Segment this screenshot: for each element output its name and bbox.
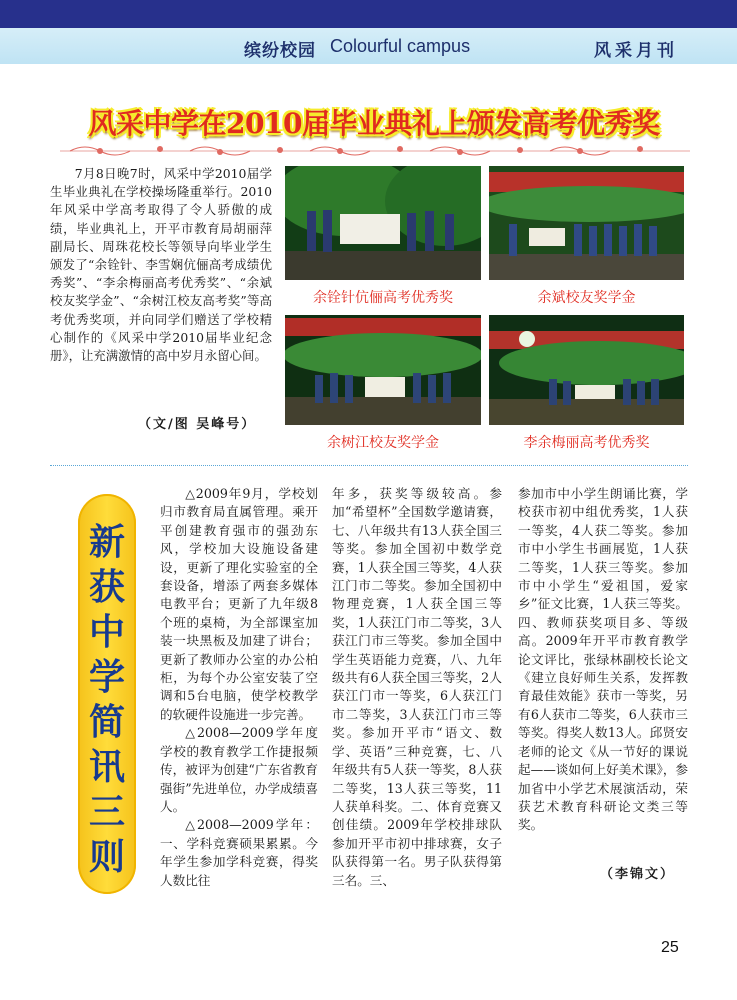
photo-scholarship [489,166,684,280]
news-column-1 [160,485,318,890]
title-char: 则 [88,836,125,878]
news-paragraph: △2008—2009学年：一、学科竞赛硕果累累。今年学生参加学科竞赛，得奖人数比往 [160,817,318,888]
photo-caption: 余树江校友奖学金 [327,435,439,451]
title-char: 学 [88,656,125,698]
news-column-2 [332,485,502,890]
title-char: 获 [88,566,125,608]
section-divider [50,465,688,466]
journal-name: 风采月刊 [594,41,678,61]
photo-caption: 李余梅丽高考优秀奖 [523,435,650,451]
news-paragraph: △2008—2009学年度学校的教育教学工作捷报频传，被评为创建“广东省教育强街”先进单位，办学成绩喜人。 [160,725,318,814]
title-char: 中 [88,611,125,653]
news-column-3 [518,485,688,835]
floral-ornament-divider [60,142,690,160]
article-headline: 风采中学在2010届毕业典礼上颁发高考优秀奖 [88,107,660,140]
section-title-cn: 缤纷校园 [244,41,316,61]
title-char: 简 [88,701,125,743]
author-credit: （李锦文） [600,867,676,882]
intro-paragraph: 7月8日晚7时，风采中学2010届学生毕业典礼在学校操场隆重举行。2010年风采中学高考取得了令人骄傲的成绩，毕业典礼上，开平市教育局胡丽萍副局长、周珠花校长等领导向毕业学生颁发了“余铨针、李雪娴伉俪高考成绩优秀奖”、“李余梅丽高考优秀奖”、“余斌校友奖学金”、“余树江校友高考奖”等高考优秀奖项，并向同学们赠送了学校精心制作的《风采中学2010届毕业纪念册》，让充满激情的高中岁月永留心间。 [50,166,272,364]
title-char: 讯 [88,746,125,788]
title-char: 新 [88,521,125,563]
photo-award-couple [285,166,481,280]
photo-credit: （文/图 吴峰号） [138,417,257,432]
page-number: 25 [661,939,679,956]
news-paragraph: △2009年9月，学校划归市教育局直属管理。乘开平创建教育强市的强劲东风，学校加大设施设备建设，更新了理化实验室的全套设备，增添了两套多媒体电教平台；更新了九年级8个班的桌椅，为全部课室加装一块黑板及加建了讲台；更新了教师办公室的办公柏柜，为每个办公室安装了空调和5台电脑，使学校教学的软硬件设施进一步完善。 [160,486,318,722]
photo-excellence-award [489,315,684,425]
top-color-bar [0,0,737,28]
photo-alumni-award [285,315,481,425]
photo-caption: 余铨针伉俪高考优秀奖 [313,290,453,306]
news-paragraph: 参加市中小学生朗诵比赛，学校获市初中组优秀奖，1人获一等奖，4人获二等奖。参加市中小学生书画展览，1人获二等奖，1人获三等奖。参加市中小学生“爱祖国，爱家乡”征文比赛，1人获三等奖。四、教师获奖项目多、等级高。2009年开平市教育教学论文评比，张绿林副校长论文《建立良好师生关系，发挥教育最佳效能》获市一等奖，另有6人获市二等奖，6人获市三等奖。得奖人数13人。邱贤安老师的论文《从一节好的课说起——谈如何上好美术课》，参加省中小学艺术展演活动，荣获艺术教育科研论文类三等奖。 [518,486,689,833]
article-intro [50,165,272,365]
title-char: 三 [88,791,125,833]
page-header [0,28,737,64]
news-brief-title [78,494,136,894]
section-title-en: Colourful campus [330,36,471,56]
news-paragraph: 年多，获奖等级较高。参加“希望杯”全国数学邀请赛，七、八年级共有13人获全国三等奖。参加全国初中数学竞赛，1人获全国三等奖，4人获江门市二等奖。参加全国初中物理竞赛，1人获全国三等奖，1人获江门市二等奖，3人获江门市三等奖。参加全国中学生英语能力竞赛，八、九年级共有6人获全国三等奖，2人获江门市一等奖，6人获江门市二等奖，3人获江门市三等奖。参加开平市“语文、数学、英语”三种竞赛，七、八年级共有5人获一等奖，8人获二等奖，13人获三等奖，11人获单科奖。二、体育竞赛又创佳绩。2009年学校排球队参加开平市初中排球赛，女子队获得第一名。男子队获得第三名。三、 [332,486,502,888]
photo-caption: 余斌校友奖学金 [537,290,636,306]
